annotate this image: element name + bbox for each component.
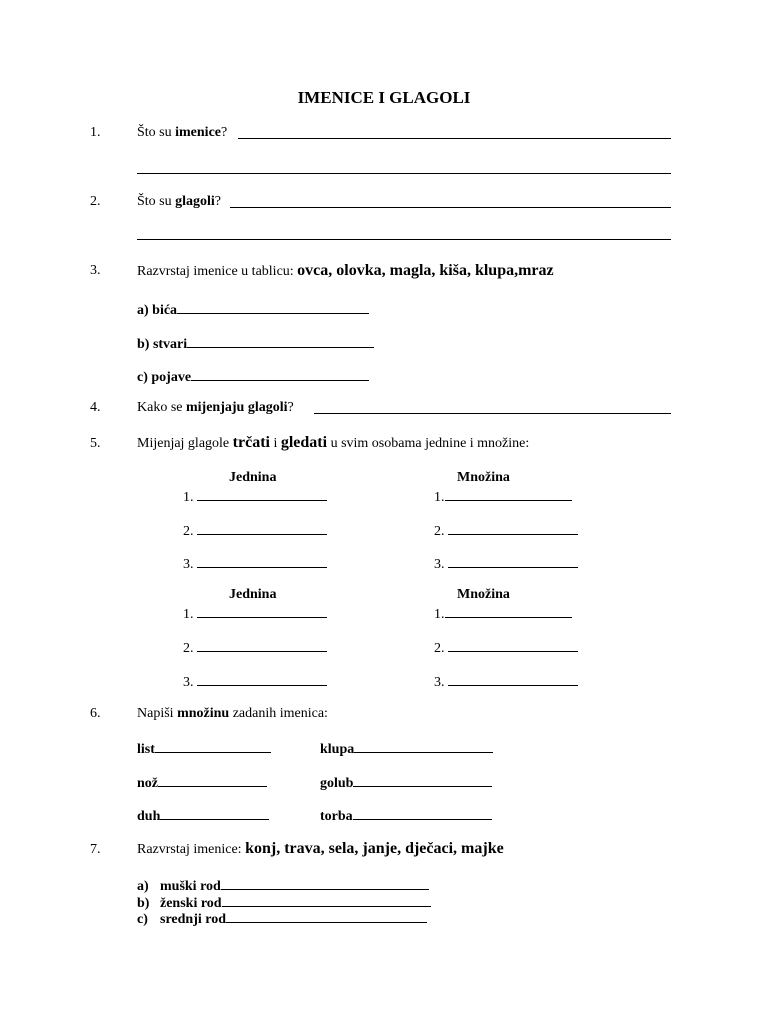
question-number: 6.: [90, 706, 101, 721]
answer-blank[interactable]: [197, 673, 327, 686]
question-2-suffix: ?: [214, 194, 222, 209]
question-number: 5.: [90, 436, 101, 451]
noun-item: [137, 807, 269, 824]
noun-label: torba: [320, 809, 353, 824]
row-number: 1.: [434, 607, 445, 622]
question-5-text: [137, 435, 529, 451]
answer-blank[interactable]: [222, 894, 431, 907]
conjugation-row: [434, 673, 578, 690]
table-header-singular: Jednina: [229, 470, 277, 485]
noun-item: [320, 740, 493, 757]
question-5-verb-2: gledati: [280, 434, 328, 451]
answer-blank[interactable]: [226, 910, 427, 923]
conjugation-row: [183, 522, 327, 539]
row-number: 1.: [434, 490, 445, 505]
question-1-keyword: imenice: [175, 125, 221, 140]
row-number: 1.: [183, 607, 194, 622]
row-number: 3.: [183, 675, 194, 690]
question-6-text: [137, 707, 328, 721]
answer-blank[interactable]: [158, 774, 267, 787]
question-number: 1.: [90, 125, 101, 140]
row-number: 2.: [183, 641, 194, 656]
noun-item: [137, 774, 267, 791]
question-3-words: ovca, olovka, magla, kiša, klupa,mraz: [297, 262, 554, 279]
question-7-text: [137, 841, 504, 857]
table-header-plural: Množina: [457, 470, 510, 485]
question-number: 4.: [90, 400, 101, 415]
conjugation-row: [183, 673, 327, 690]
answer-line[interactable]: [137, 239, 671, 240]
question-4-keyword: mijenjaju glagoli: [186, 400, 288, 415]
answer-blank[interactable]: [221, 877, 429, 890]
conjugation-row: [183, 639, 327, 656]
answer-blank[interactable]: [197, 522, 327, 535]
answer-line[interactable]: [314, 413, 671, 414]
answer-blank[interactable]: [197, 605, 327, 618]
gender-label: ženski rod: [160, 896, 222, 911]
question-6-prefix: Napiši: [137, 706, 178, 721]
conjugation-row: [434, 605, 572, 622]
question-4-text: [137, 401, 294, 415]
answer-blank[interactable]: [353, 807, 492, 820]
question-4-prefix: Kako se: [137, 400, 186, 415]
answer-blank[interactable]: [187, 335, 374, 348]
row-number: 2.: [434, 524, 445, 539]
conjugation-row: [434, 639, 578, 656]
answer-blank[interactable]: [445, 605, 572, 618]
category-label: a) bića: [137, 303, 178, 318]
question-3-prefix: Razvrstaj imenice u tablicu:: [137, 264, 298, 279]
noun-item: [137, 740, 271, 757]
answer-line[interactable]: [230, 207, 671, 208]
answer-blank[interactable]: [448, 673, 578, 686]
answer-line[interactable]: [137, 173, 671, 174]
question-1-prefix: Što su: [137, 125, 176, 140]
category-item: [137, 368, 369, 385]
answer-blank[interactable]: [197, 488, 327, 501]
answer-blank[interactable]: [448, 555, 578, 568]
answer-blank[interactable]: [445, 488, 572, 501]
question-2-prefix: Što su: [137, 194, 176, 209]
answer-blank[interactable]: [197, 555, 327, 568]
noun-label: golub: [320, 776, 354, 791]
list-marker: c): [137, 912, 148, 927]
answer-blank[interactable]: [191, 368, 369, 381]
question-4-suffix: ?: [287, 400, 294, 415]
row-number: 3.: [434, 557, 445, 572]
noun-label: duh: [137, 809, 161, 824]
list-marker: b): [137, 896, 150, 911]
noun-label: list: [137, 742, 155, 757]
list-marker: a): [137, 879, 149, 894]
answer-blank[interactable]: [354, 740, 493, 753]
question-5-connector: i: [269, 436, 281, 451]
question-number: 2.: [90, 194, 101, 209]
gender-item: [137, 910, 427, 927]
answer-blank[interactable]: [353, 774, 492, 787]
table-header-plural: Množina: [457, 587, 510, 602]
question-5-verb-1: trčati: [232, 434, 270, 451]
category-label: c) pojave: [137, 370, 192, 385]
question-7-prefix: Razvrstaj imenice:: [137, 842, 246, 857]
question-5-prefix: Mijenjaj glagole: [137, 436, 233, 451]
gender-label: muški rod: [160, 879, 221, 894]
answer-line[interactable]: [238, 138, 671, 139]
answer-blank[interactable]: [155, 740, 271, 753]
question-1-suffix: ?: [221, 125, 228, 140]
page-title: IMENICE I GLAGOLI: [297, 88, 471, 107]
conjugation-row: [183, 555, 327, 572]
row-number: 1.: [183, 490, 194, 505]
gender-label: srednji rod: [160, 912, 226, 927]
answer-blank[interactable]: [448, 522, 578, 535]
row-number: 2.: [434, 641, 445, 656]
conjugation-row: [434, 488, 572, 505]
question-2-text: [137, 195, 221, 209]
answer-blank[interactable]: [448, 639, 578, 652]
conjugation-row: [183, 488, 327, 505]
answer-blank[interactable]: [177, 301, 369, 314]
conjugation-row: [434, 522, 578, 539]
row-number: 3.: [434, 675, 445, 690]
answer-blank[interactable]: [197, 639, 327, 652]
question-5-suffix: u svim osobama jednine i množine:: [327, 436, 530, 451]
category-item: [137, 301, 369, 318]
table-header-singular: Jednina: [229, 587, 277, 602]
question-1-text: [137, 126, 227, 140]
answer-blank[interactable]: [160, 807, 269, 820]
row-number: 3.: [183, 557, 194, 572]
question-number: 3.: [90, 263, 101, 278]
conjugation-row: [183, 605, 327, 622]
noun-label: nož: [137, 776, 158, 791]
question-3-text: [137, 263, 554, 279]
gender-item: [137, 877, 429, 894]
category-label: b) stvari: [137, 337, 188, 352]
question-number: 7.: [90, 842, 101, 857]
noun-item: [320, 774, 492, 791]
gender-item: [137, 894, 431, 911]
category-item: [137, 335, 374, 352]
conjugation-row: [434, 555, 578, 572]
question-6-suffix: zadanih imenica:: [229, 706, 328, 721]
row-number: 2.: [183, 524, 194, 539]
question-6-keyword: množinu: [177, 706, 230, 721]
question-7-words: konj, trava, sela, janje, dječaci, majke: [245, 840, 504, 857]
noun-item: [320, 807, 492, 824]
noun-label: klupa: [320, 742, 355, 757]
question-2-keyword: glagoli: [175, 194, 215, 209]
